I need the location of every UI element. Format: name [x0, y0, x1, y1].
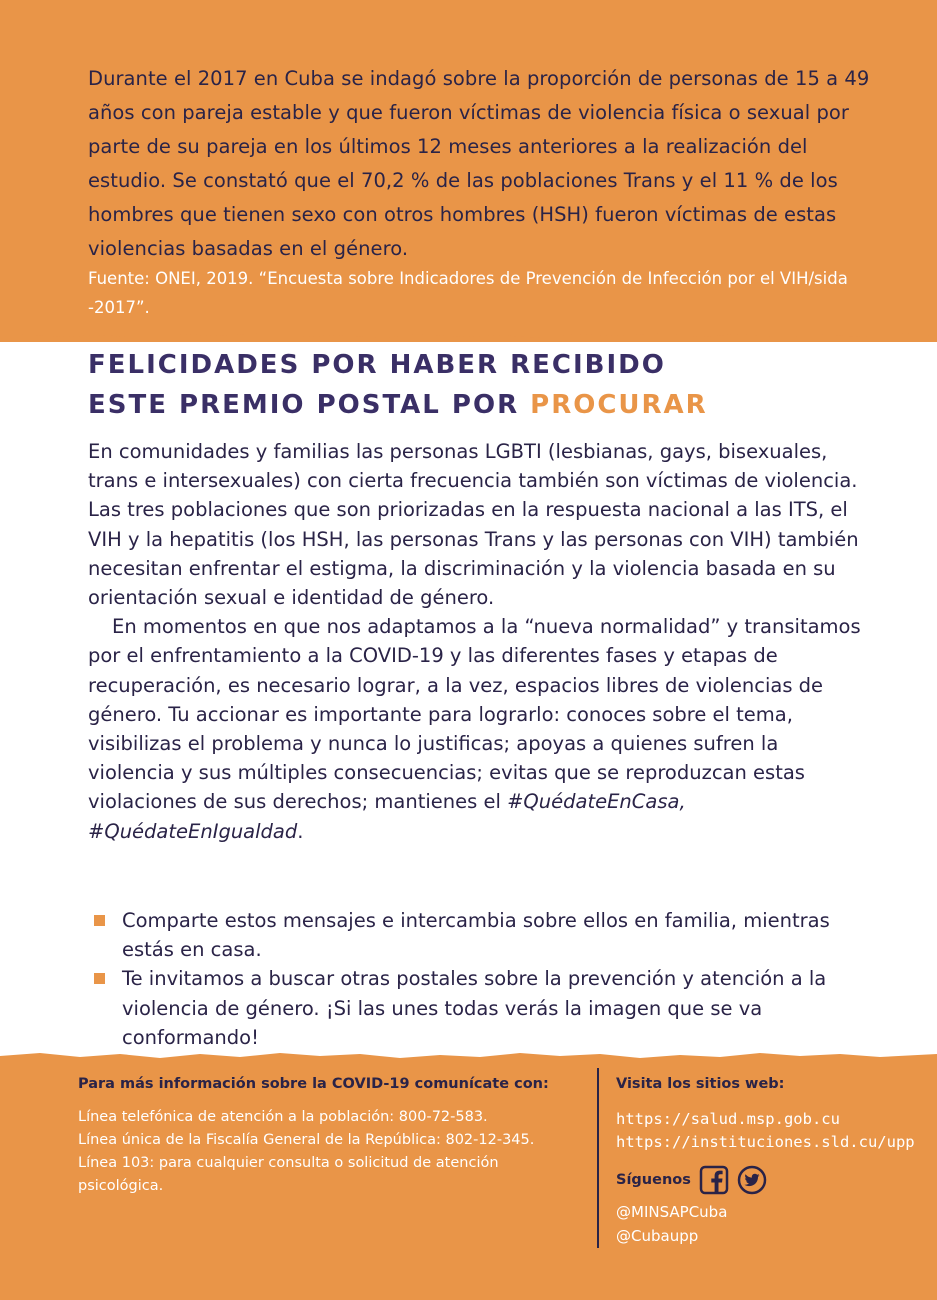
- handle-cubaupp[interactable]: @Cubaupp: [616, 1227, 699, 1245]
- hotline-population: Línea telefónica de atención a la población: 800-72-583.: [78, 1109, 488, 1125]
- social-handles: [616, 1200, 727, 1248]
- list-item: [94, 964, 874, 1052]
- bullet-square-icon: [94, 915, 105, 926]
- handle-minsap[interactable]: @MINSAPCuba: [616, 1203, 728, 1221]
- follow-label: Síguenos: [616, 1172, 691, 1188]
- body-paragraph-2: [88, 612, 868, 846]
- bullet-text: Te invitamos a buscar otras postales sobre la prevención y atención a la violencia de género. ¡Si las unes todas verás la imagen que se va conformando!: [122, 967, 827, 1049]
- body-paragraph-1: En comunidades y familias las personas LGBTI (lesbianas, gays, bisexuales, trans e intersexuales) con cierta frecuencia también son víctimas de violencia. Las tres poblaciones que son priorizadas en la respuesta nacional a las ITS, el VIH y la hepatitis (los HSH, las personas Trans y las personas con VIH) también necesitan enfrentar el estigma, la discriminación y la violencia basada en su orientación sexual e identidad de género.: [88, 440, 859, 610]
- info-lines: [78, 1106, 588, 1198]
- info-heading: Para más información sobre la COVID-19 comunícate con:: [78, 1076, 549, 1092]
- title-line-1: FELICIDADES POR HABER RECIBIDO: [88, 350, 666, 380]
- twitter-icon[interactable]: [737, 1165, 767, 1195]
- footer-divider: [597, 1068, 599, 1248]
- body-content: [88, 437, 868, 846]
- website-link-salud[interactable]: https://salud.msp.gob.cu: [616, 1110, 840, 1128]
- body-paragraph-2-text: En momentos en que nos adaptamos a la “nueva normalidad” y transitamos por el enfrentamiento a la COVID-19 y las diferentes fases y etapas de recuperación, es necesario lograr, a la vez, espacios libres de violencias de género. Tu accionar es importante para lograrlo: conoces sobre el tema, visibilizas el problema y nunca lo justificas; apoyas a quienes sufren la violencia y sus múltiples consecuencias; evitas que se reproduzcan estas violaciones de sus derechos; mantienes el: [88, 615, 861, 814]
- bullet-list: [94, 906, 874, 1052]
- intro-source: Fuente: ONEI, 2019. “Encuesta sobre Indicadores de Prevención de Infección por el VIH/sida -2017”.: [88, 269, 848, 317]
- website-list: [616, 1108, 915, 1154]
- intro-paragraph: Durante el 2017 en Cuba se indagó sobre la proporción de personas de 15 a 49 años con pareja estable y que fueron víctimas de violencia física o sexual por parte de su pareja en los últimos 12 meses anteriores a la realización del estudio. Se constató que el 70,2 % de las poblaciones Trans y el 11 % de los hombres que tienen sexo con otros hombres (HSH) fueron víctimas de estas violencias basadas en el género.: [88, 67, 870, 260]
- title-line-2-prefix: ESTE PREMIO POSTAL POR: [88, 390, 531, 420]
- bullet-square-icon: [94, 973, 105, 984]
- follow-row: [616, 1164, 775, 1196]
- torn-edge-top: [0, 322, 937, 346]
- facebook-icon[interactable]: [699, 1165, 729, 1195]
- web-heading: Visita los sitios web:: [616, 1076, 785, 1092]
- hotline-fiscalia: Línea única de la Fiscalía General de la República: 802-12-345.: [78, 1132, 535, 1148]
- bullet-text: Comparte estos mensajes e intercambia sobre ellos en familia, mientras estás en casa.: [122, 909, 830, 962]
- hotline-103: Línea 103: para cualquier consulta o solicitud de atención psicológica.: [78, 1155, 499, 1194]
- body-paragraph-2-end: .: [297, 819, 304, 843]
- page-title: [88, 345, 888, 425]
- title-accent-word: PROCURAR: [530, 390, 708, 420]
- website-link-upp[interactable]: https://instituciones.sld.cu/upp: [616, 1133, 915, 1151]
- hashtags: #QuédateEnCasa, #QuédateEnIgualdad: [88, 790, 686, 843]
- list-item: [94, 906, 874, 964]
